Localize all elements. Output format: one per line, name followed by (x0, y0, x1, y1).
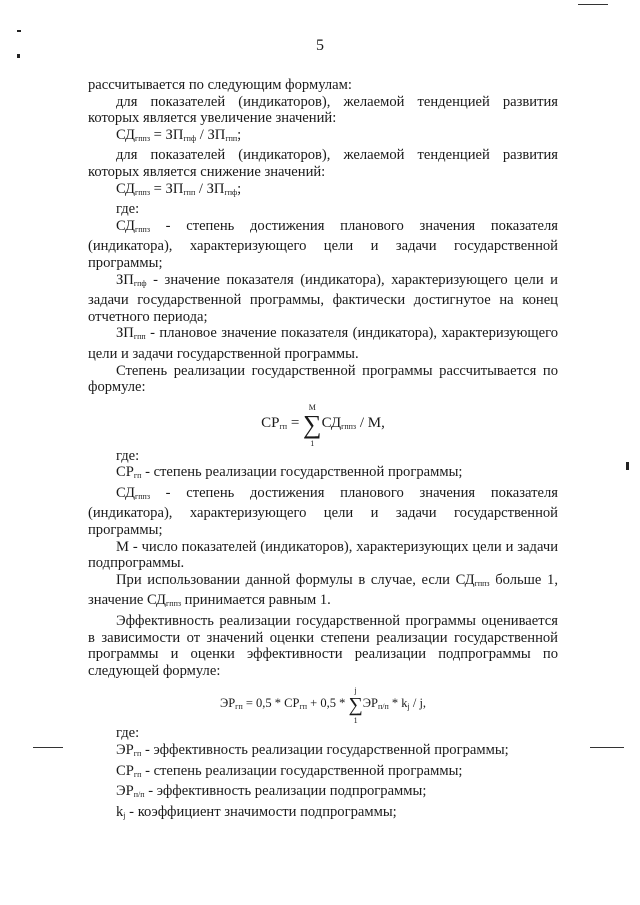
paragraph: для показателей (индикаторов), желаемой тенденцией развития которых является снижение значений: (88, 147, 558, 180)
formula-2: $СД_{гппз} = ЗП_{гпп} / ЗП_{гпф}$; (116, 180, 242, 197)
scan-line (33, 747, 63, 748)
definition: $СД_{гппз}$ - степень достижения планового значения показателя (индикатора), характеризующего цели и задачи государственной программы; (88, 484, 558, 539)
paragraph: При использовании данной формулы в случае, если $СД_{гппз}$ больше 1, значение $СД_{гппз}$ принимается равным 1. (88, 571, 558, 609)
definition: M - число показателей (индикаторов), характеризующих цели и задачи подпрограммы. (88, 538, 558, 572)
formula-er: $ЭР_{гп} = 0,5 * СР_{гп} + 0,5$ * ∑ j 1 $ЭР_{п/п} * k_j$ / j, (219, 686, 427, 726)
sum-symbol: ∑ M 1 (303, 402, 322, 448)
definition: $k_j$ - коэффициент значимости подпрограммы; (116, 803, 397, 820)
paragraph: для показателей (индикаторов), желаемой тенденцией развития которых является увеличение значений: (88, 93, 558, 127)
document-body (88, 77, 558, 824)
where-label: где: (116, 201, 140, 218)
definition: $ЗП_{гпф}$ - значение показателя (индикатора), характеризующего цели и задачи государственной программы, фактически достигнутое на конец отчетного периода; (88, 271, 558, 325)
where-label: где: (116, 447, 140, 464)
paragraph: рассчитывается по следующим формулам: (88, 77, 352, 93)
definition: $ЗП_{гпп}$ - плановое значение показателя (индикатора), характеризующего цели и задачи государственной программы. (88, 325, 558, 362)
scan-line (578, 4, 608, 5)
scan-mark (626, 462, 629, 470)
sum-symbol: ∑ j 1 (348, 686, 363, 726)
formula-1: $СД_{гппз} = ЗП_{гпф} / ЗП_{гпп}$; (116, 126, 242, 143)
paragraph: Эффективность реализации государственной программы оценивается в зависимости от значений оценки степени реализации государственной программы и оценки эффективности реализации подпрограммы по следующей формуле: (88, 613, 558, 679)
page-number: 5 (316, 37, 324, 54)
definition: $СД_{гппз}$ - степень достижения планового значения показателя (индикатора), характеризующего цели и задачи государственной программы; (88, 217, 558, 271)
formula-sr: $СР_{гп}$ = ∑ M 1 $СД_{гппз}$ / M, (261, 402, 385, 448)
definition: $ЭР_{гп}$ - эффективность реализации государственной программы; (116, 742, 509, 758)
scan-line (590, 747, 624, 748)
definition: $ЭР_{п/п}$ - эффективность реализации подпрограммы; (116, 783, 427, 800)
definition: $СР_{гп}$ - степень реализации государственной программы; (116, 464, 463, 481)
paragraph: Степень реализации государственной программы рассчитывается по формуле: (88, 362, 558, 396)
where-label: где: (116, 725, 140, 742)
definition: $СР_{гп}$ - степень реализации государственной программы; (116, 762, 463, 779)
scan-mark (17, 30, 21, 32)
